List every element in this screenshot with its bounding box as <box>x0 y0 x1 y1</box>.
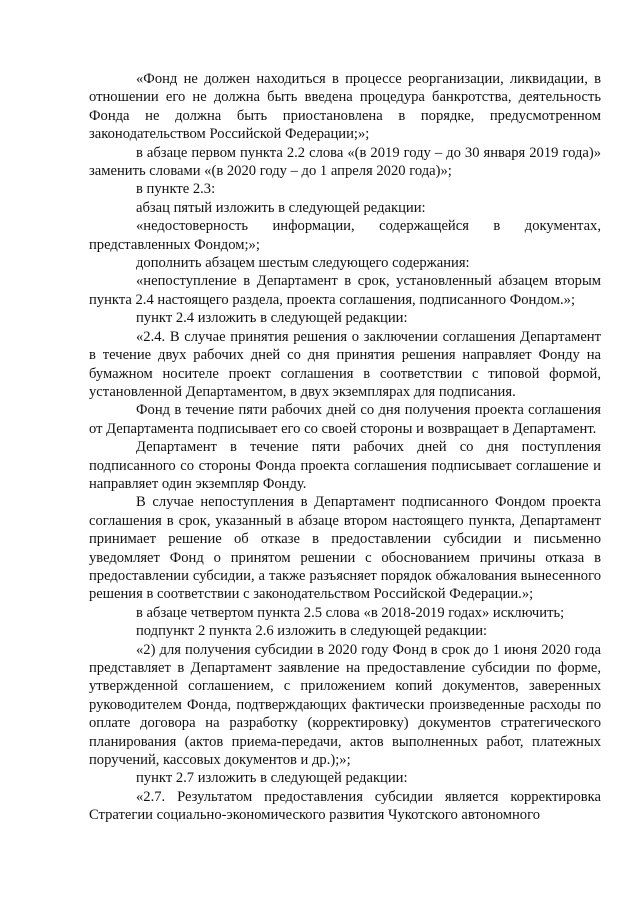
paragraph-unreliable-info: «недостоверность информации, содержащейся в документах, представленных Фондом;»; <box>89 218 601 253</box>
paragraph-clause-2-7: «2.7. Результатом предоставления субсидии является корректировка Стратегии социально-экономического развития Чукотского автономного <box>89 788 601 824</box>
paragraph-refusal: В случае непоступления в Департамент подписанного Фондом проекта соглашения в срок, указанный в абзаце втором настоящего пункта, Департамент принимает решение об отказе в предоставлении субсидии и письменно уведомляет Фонд о принятом решении с обоснованием причины отказа в предоставлении субсидии, а также разъясняет порядок обжалования вынесенного решения в соответствии с законодательством Российской Федерации.»; <box>89 494 601 603</box>
paragraph-clause-2-4: «2.4. В случае принятия решения о заключении соглашения Департамент в течение двух рабочих дней со дня принятия решения направляет Фонду на бумажном носителе проект соглашения в соответствии с типовой формой, установленной Департаментом, в двух экземплярах для подписания. <box>89 328 601 400</box>
document-body <box>89 70 601 825</box>
paragraph-fund-requirements: «Фонд не должен находиться в процессе реорганизации, ликвидации, в отношении его не должна быть введена процедура банкротства, деятельность Фонда не должна быть приостановлена в порядке, предусмотренном законодательством Российской Федерации;»; <box>89 71 601 143</box>
paragraph-clause-2-6-intro: подпункт 2 пункта 2.6 изложить в следующей редакции: <box>136 623 488 640</box>
paragraph-clause-2-2: в абзаце первом пункта 2.2 слова «(в 2019 году – до 30 января 2019 года)» заменить словами «(в 2020 году – до 1 апреля 2020 года)»; <box>89 144 601 180</box>
paragraph-clause-2-4-intro: пункт 2.4 изложить в следующей редакции: <box>136 310 408 327</box>
paragraph-clause-2-5: в абзаце четвертом пункта 2.5 слова «в 2018-2019 годах» исключить; <box>136 604 565 621</box>
paragraph-department-signs: Департамент в течение пяти рабочих дней со дня поступления подписанного со стороны Фонда проекта соглашения подписывает соглашение и направляет один экземпляр Фонду. <box>89 439 601 492</box>
paragraph-fund-signs: Фонд в течение пяти рабочих дней со дня получения проекта соглашения от Департамента подписывает его со своей стороны и возвращает в Департамент. <box>89 402 601 437</box>
paragraph-add-sixth-abzac: дополнить абзацем шестым следующего содержания: <box>136 255 470 272</box>
paragraph-clause-2-3: в пункте 2.3: <box>136 181 216 198</box>
paragraph-fifth-abzac: абзац пятый изложить в следующей редакции: <box>136 199 426 216</box>
paragraph-clause-2-7-intro: пункт 2.7 изложить в следующей редакции: <box>136 770 408 787</box>
paragraph-subclause-2: «2) для получения субсидии в 2020 году Фонд в срок до 1 июня 2020 года представляет в Департамент заявление на предоставление субсидии по форме, утвержденной соглашением, с приложением копий документов, заверенных руководителем Фонда, подтверждающих фактически произведенные расходы по оплате договора на разработку (корректировку) документов стратегического планирования (актов приема-передачи, актов выполненных работ, платежных поручений, кассовых документов и др.);»; <box>89 641 601 769</box>
paragraph-non-receipt: «непоступление в Департамент в срок, установленный абзацем вторым пункта 2.4 настоящего раздела, проекта соглашения, подписанного Фондом.»; <box>89 273 601 308</box>
